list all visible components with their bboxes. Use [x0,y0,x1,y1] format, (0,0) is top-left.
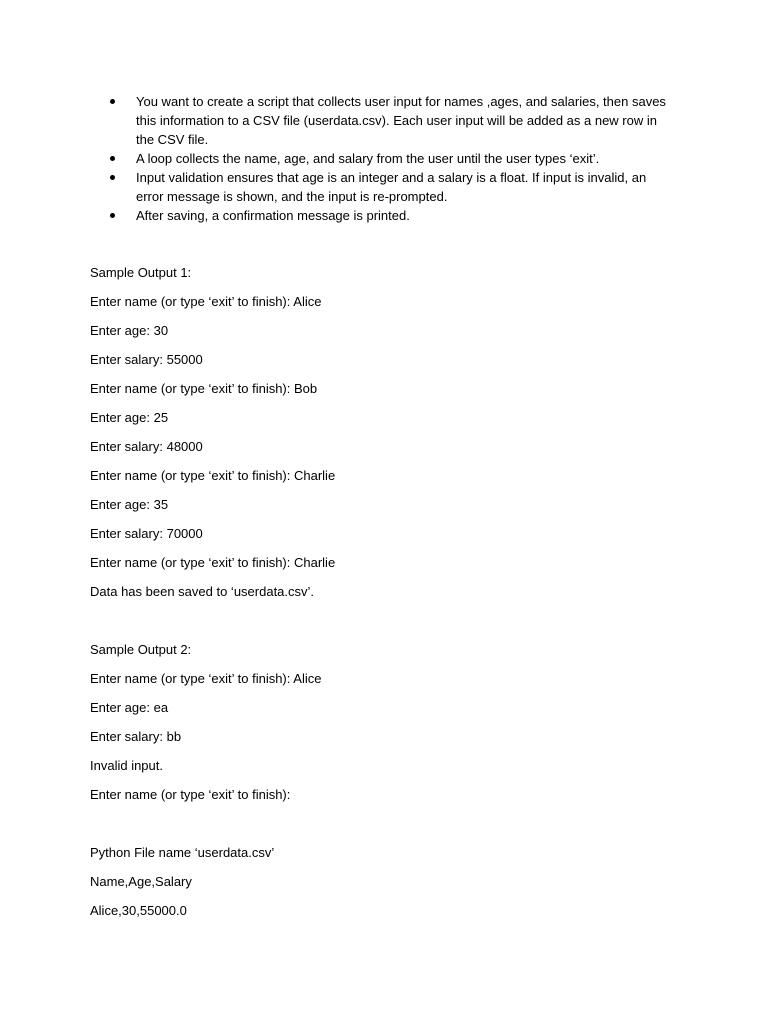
sample-output-line: Enter salary: 70000 [90,526,203,541]
bullet-text: A loop collects the name, age, and salary from the user until the user types ‘exit’. [136,151,600,166]
sample-output-line: Data has been saved to ‘userdata.csv’. [90,584,315,599]
list-item [110,92,670,149]
csv-file-line: Alice,30,55000.0 [90,903,187,918]
sample-output-line: Enter name (or type ‘exit’ to finish): Charlie [90,555,336,570]
bullet-text: Input validation ensures that age is an integer and a salary is a float. If input is invalid, an error message is shown, and the input is re-prompted. [136,170,647,204]
sample-output-line: Enter age: 25 [90,410,169,425]
sample-output-line: Enter name (or type ‘exit’ to finish): Charlie [90,468,336,483]
requirements-list [110,92,670,225]
sample-output-line: Enter age: 35 [90,497,169,512]
bullet-icon [110,175,115,180]
sample-output-2-heading: Sample Output 2: [90,642,192,657]
bullet-icon [110,213,115,218]
sample-output-line: Invalid input. [90,758,163,773]
paragraph-spacer [90,814,710,843]
bullet-icon [110,99,115,104]
bullet-text: After saving, a confirmation message is printed. [136,208,410,223]
sample-output-line: Enter name (or type ‘exit’ to finish): [90,787,291,802]
csv-file-line: Name,Age,Salary [90,874,192,889]
sample-output-1-heading: Sample Output 1: [90,265,192,280]
sample-output-line: Enter age: 30 [90,323,169,338]
paragraph-spacer [90,611,710,640]
bullet-text: You want to create a script that collects user input for names ,ages, and salaries, then saves this information to a CSV file (userdata.csv). Each user input will be added as a new row in the CSV file. [136,94,666,147]
list-item [110,168,670,206]
sample-output-line: Enter salary: bb [90,729,182,744]
sample-output-line: Enter name (or type ‘exit’ to finish): Bob [90,381,318,396]
sample-output-line: Enter name (or type ‘exit’ to finish): Alice [90,671,322,686]
list-item [110,206,670,225]
bullet-icon [110,156,115,161]
document-body [90,263,710,930]
sample-output-line: Enter age: ea [90,700,169,715]
sample-output-line: Enter salary: 48000 [90,439,203,454]
csv-file-heading: Python File name ‘userdata.csv’ [90,845,275,860]
sample-output-line: Enter salary: 55000 [90,352,203,367]
list-item [110,149,670,168]
sample-output-line: Enter name (or type ‘exit’ to finish): Alice [90,294,322,309]
